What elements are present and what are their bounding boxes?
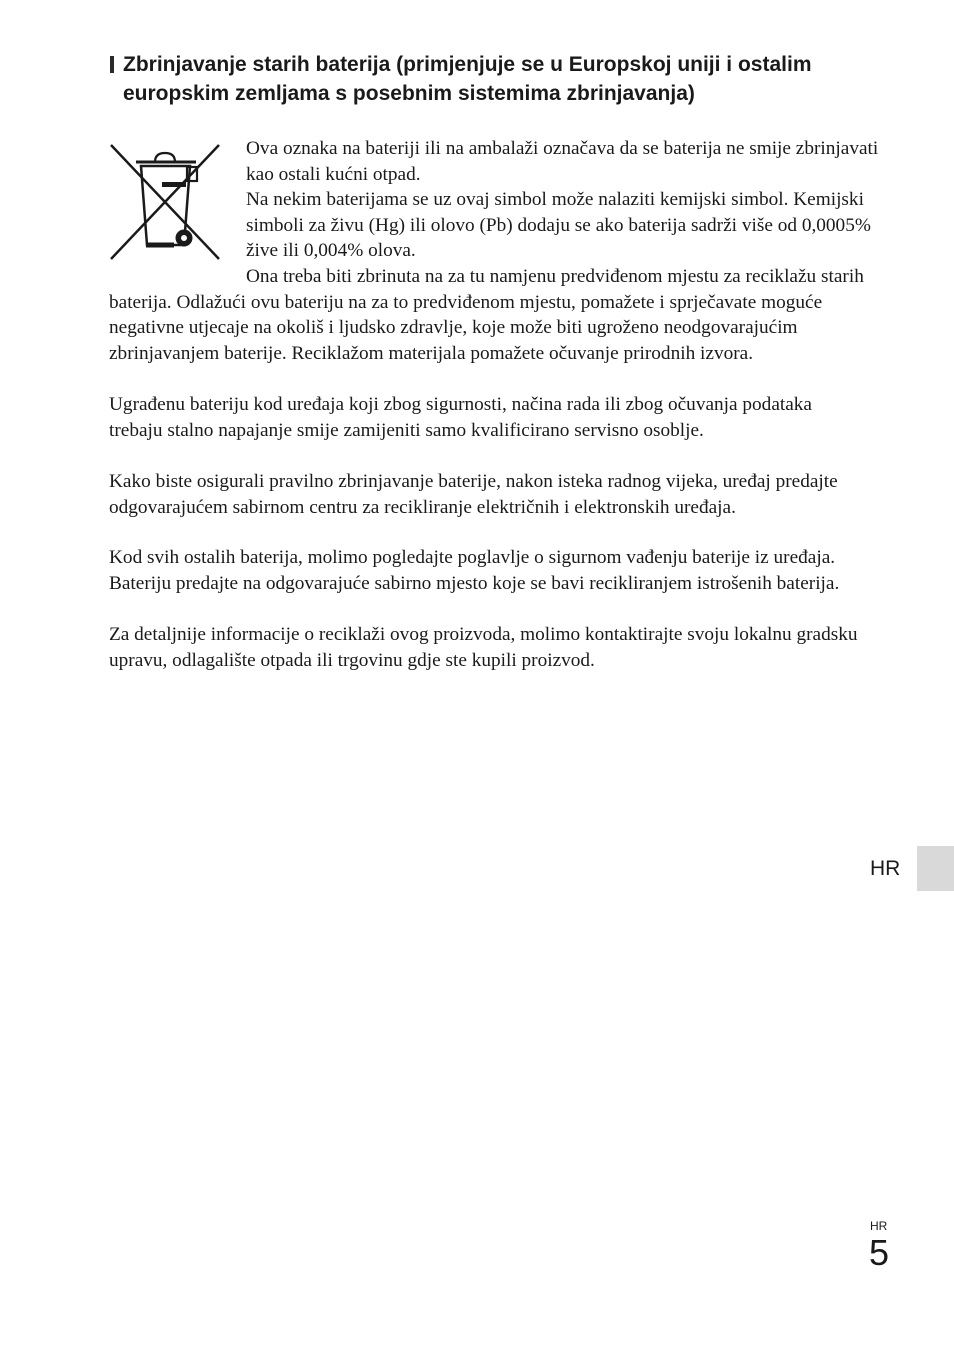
paragraph-built-in-battery: Ugrađenu bateriju kod uređaja koji zbog sigurnosti, načina rada ili zbog očuvanja podataka trebaju stalno napajanje smije zamijeniti samo kvalificirano servisno osoblje.: [109, 394, 812, 441]
footer-language: HR: [870, 1219, 888, 1233]
paragraph-chemical-symbol: Na nekim baterijama se uz ovaj simbol može nalaziti kemijski simbol. Kemijski simboli za živu (Hg) ili olovo (Pb) dodaju se ako baterija sadrži više od 0,0005% žive ili 0,004% olova.: [246, 189, 871, 262]
section-heading: Zbrinjavanje starih baterija (primjenjuje se u Europskoj uniji i ostalim europskim zemljama s posebnim sistemima zbrinjavanja): [123, 53, 812, 105]
language-side-label: HR: [870, 857, 901, 880]
crossed-out-wheelie-bin-icon: [108, 142, 222, 262]
page-number: 5: [869, 1232, 890, 1273]
paragraph-recycling: Ona treba biti zbrinuta na za tu namjenu predviđenom mjestu za reciklažu starih baterija. Odlažući ovu bateriju na za to predviđenom mjestu, pomažete i sprječavate moguće negativne utjecaje na okoliš i ljudsko zdravlje, koje može biti ugroženo neodgovarajućim zbrinjavanjem baterije. Reciklažom materijala pomažete očuvanje prirodnih izvora.: [109, 266, 864, 364]
paragraph-marking: Ova oznaka na bateriji ili na ambalaži označava da se baterija ne smije zbrinjavati kao ostali kućni otpad.: [246, 138, 879, 185]
paragraph-disposal: Kako biste osigurali pravilno zbrinjavanje baterije, nakon isteka radnog vijeka, uređaj predajte odgovarajućem sabirnom centru za recikliranje električnih i elektronskih uređaja.: [109, 471, 838, 518]
heading-marker: [110, 56, 114, 73]
language-side-tab: [917, 846, 954, 891]
paragraph-other-batteries: Kod svih ostalih baterija, molimo pogledajte poglavlje o sigurnom vađenju baterije iz uređaja. Bateriju predajte na odgovarajuće sabirno mjesto koje se bavi recikliranjem istrošenih baterija.: [109, 547, 840, 594]
paragraph-more-info: Za detaljnije informacije o reciklaži ovog proizvoda, molimo kontaktirajte svoju lokalnu gradsku upravu, odlagalište otpada ili trgovinu gdje ste kupili proizvod.: [109, 624, 858, 671]
